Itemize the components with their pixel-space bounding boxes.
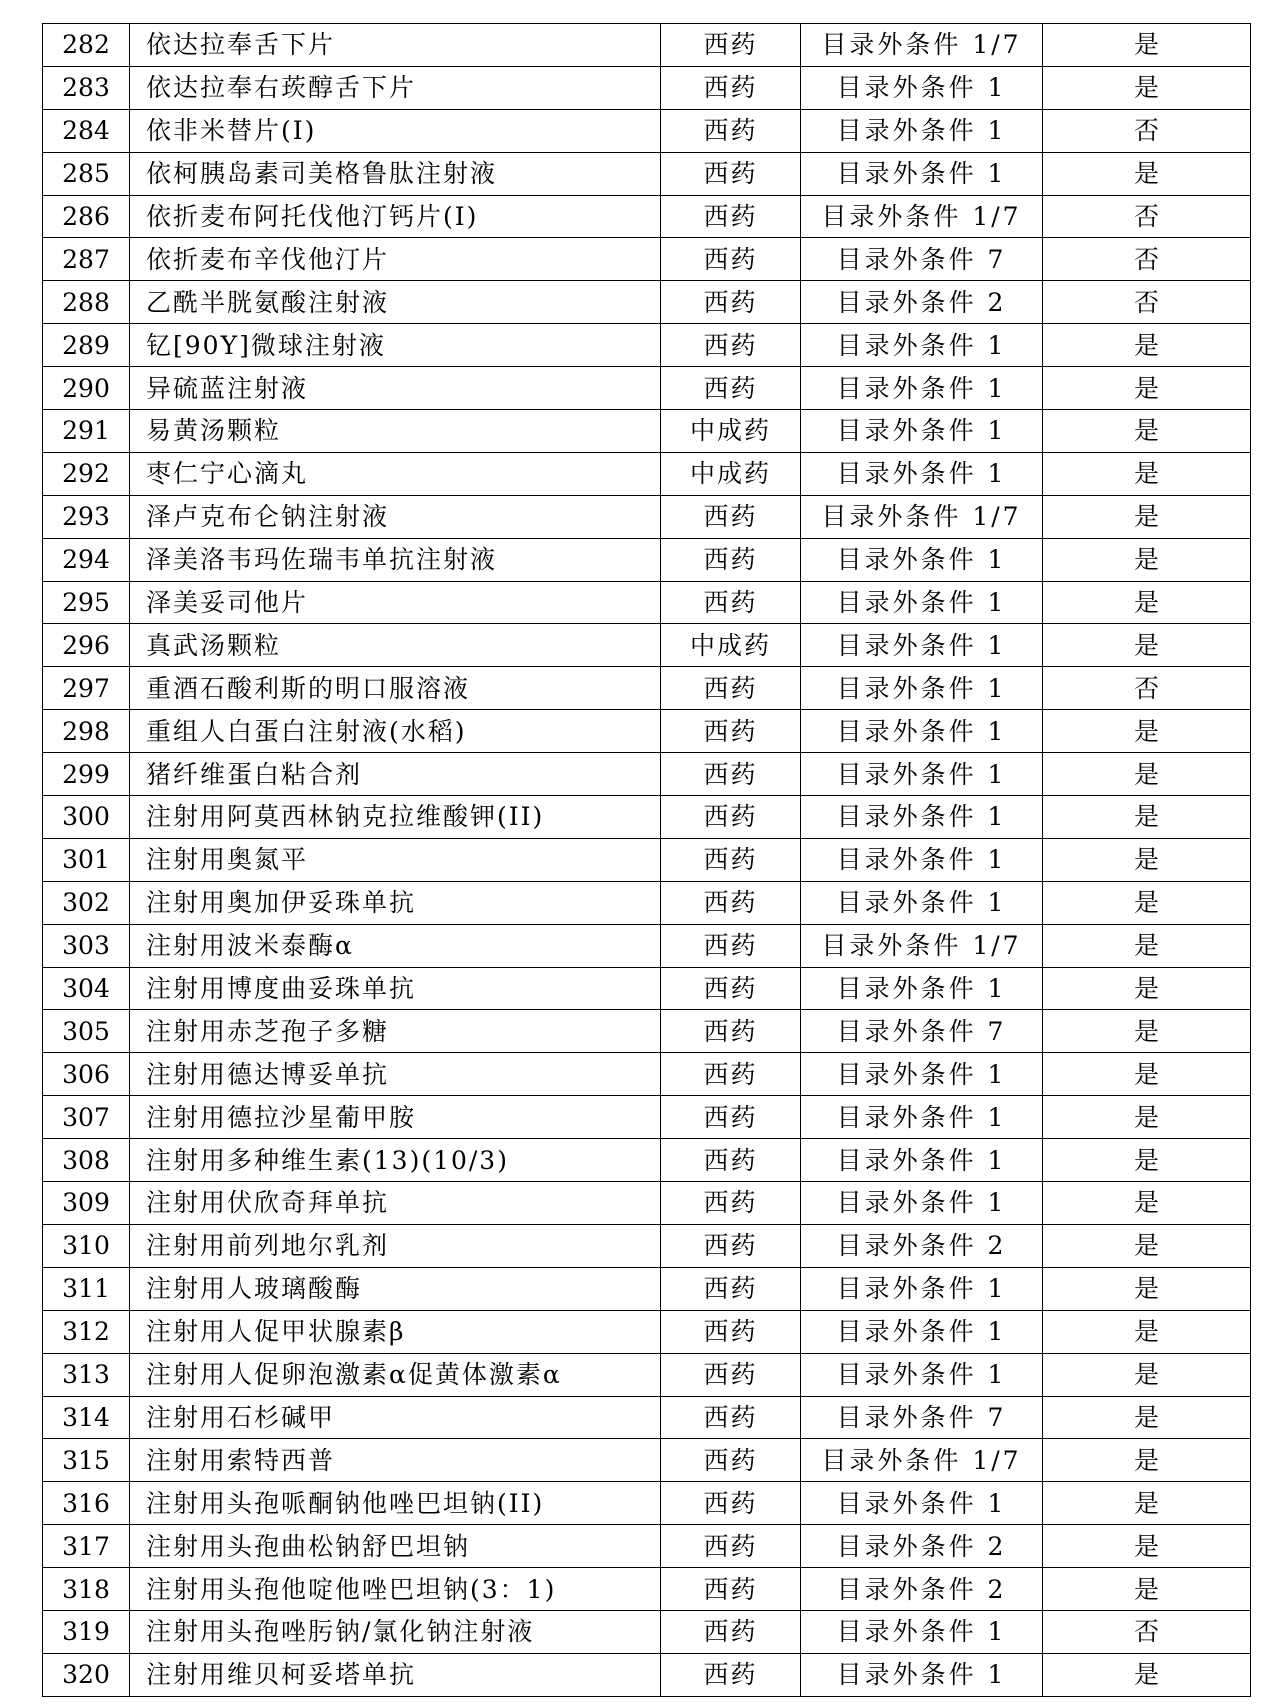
catalog-condition-cell: 目录外条件 1/7 (801, 1439, 1043, 1482)
yes-no-flag-cell: 是 (1043, 367, 1251, 410)
drug-category-cell: 西药 (661, 1353, 801, 1396)
drug-name-cell: 注射用德达博妥单抗 (130, 1053, 661, 1096)
row-number-cell: 288 (43, 281, 130, 324)
yes-no-flag-cell: 是 (1043, 881, 1251, 924)
table-row (43, 66, 1251, 109)
table-row (43, 1010, 1251, 1053)
row-number-cell: 315 (43, 1439, 130, 1482)
row-number-cell: 317 (43, 1525, 130, 1568)
yes-no-flag-cell: 是 (1043, 967, 1251, 1010)
catalog-condition-cell: 目录外条件 1 (801, 881, 1043, 924)
yes-no-flag-cell: 是 (1043, 66, 1251, 109)
drug-category-cell: 西药 (661, 324, 801, 367)
drug-category-cell: 西药 (661, 967, 801, 1010)
drug-category-cell: 西药 (661, 109, 801, 152)
yes-no-flag-cell: 是 (1043, 538, 1251, 581)
table-row (43, 152, 1251, 195)
row-number-cell: 307 (43, 1096, 130, 1139)
row-number-cell: 318 (43, 1568, 130, 1611)
table-row (43, 1310, 1251, 1353)
drug-name-cell: 注射用赤芝孢子多糖 (130, 1010, 661, 1053)
drug-name-cell: 注射用奥加伊妥珠单抗 (130, 881, 661, 924)
drug-name-cell: 泽美洛韦玛佐瑞韦单抗注射液 (130, 538, 661, 581)
row-number-cell: 298 (43, 710, 130, 753)
yes-no-flag-cell: 是 (1043, 324, 1251, 367)
yes-no-flag-cell: 是 (1043, 152, 1251, 195)
drug-category-cell: 西药 (661, 1182, 801, 1225)
table-row (43, 410, 1251, 453)
catalog-condition-cell: 目录外条件 1 (801, 538, 1043, 581)
table-row (43, 281, 1251, 324)
table-row (43, 24, 1251, 67)
catalog-condition-cell: 目录外条件 1/7 (801, 924, 1043, 967)
yes-no-flag-cell: 否 (1043, 238, 1251, 281)
catalog-condition-cell: 目录外条件 1 (801, 324, 1043, 367)
table-row (43, 1568, 1251, 1611)
row-number-cell: 299 (43, 753, 130, 796)
table-row (43, 1610, 1251, 1653)
drug-category-cell: 西药 (661, 581, 801, 624)
catalog-condition-cell: 目录外条件 1 (801, 710, 1043, 753)
drug-category-cell: 西药 (661, 1653, 801, 1696)
drug-name-cell: 乙酰半胱氨酸注射液 (130, 281, 661, 324)
yes-no-flag-cell: 是 (1043, 1439, 1251, 1482)
catalog-condition-cell: 目录外条件 1 (801, 1053, 1043, 1096)
drug-name-cell: 泽美妥司他片 (130, 581, 661, 624)
drug-name-cell: 注射用头孢哌酮钠他唑巴坦钠(II) (130, 1482, 661, 1525)
yes-no-flag-cell: 否 (1043, 281, 1251, 324)
table-row (43, 1053, 1251, 1096)
drug-category-cell: 西药 (661, 1010, 801, 1053)
yes-no-flag-cell: 是 (1043, 753, 1251, 796)
table-row (43, 1525, 1251, 1568)
catalog-condition-cell: 目录外条件 1 (801, 1139, 1043, 1182)
row-number-cell: 294 (43, 538, 130, 581)
catalog-condition-cell: 目录外条件 2 (801, 1525, 1043, 1568)
table-row (43, 452, 1251, 495)
catalog-condition-cell: 目录外条件 1 (801, 1310, 1043, 1353)
row-number-cell: 296 (43, 624, 130, 667)
row-number-cell: 304 (43, 967, 130, 1010)
drug-name-cell: 注射用头孢曲松钠舒巴坦钠 (130, 1525, 661, 1568)
row-number-cell: 283 (43, 66, 130, 109)
catalog-condition-cell: 目录外条件 1 (801, 838, 1043, 881)
row-number-cell: 311 (43, 1267, 130, 1310)
table-row (43, 881, 1251, 924)
yes-no-flag-cell: 是 (1043, 1096, 1251, 1139)
catalog-condition-cell: 目录外条件 7 (801, 1010, 1043, 1053)
drug-category-cell: 西药 (661, 1568, 801, 1611)
yes-no-flag-cell: 是 (1043, 1353, 1251, 1396)
catalog-condition-cell: 目录外条件 2 (801, 1224, 1043, 1267)
catalog-condition-cell: 目录外条件 2 (801, 281, 1043, 324)
yes-no-flag-cell: 是 (1043, 1310, 1251, 1353)
table-row (43, 495, 1251, 538)
catalog-condition-cell: 目录外条件 7 (801, 1396, 1043, 1439)
catalog-condition-cell: 目录外条件 1/7 (801, 495, 1043, 538)
row-number-cell: 289 (43, 324, 130, 367)
drug-name-cell: 注射用头孢唑肟钠/氯化钠注射液 (130, 1610, 661, 1653)
drug-name-cell: 注射用人促卵泡激素α促黄体激素α (130, 1353, 661, 1396)
catalog-condition-cell: 目录外条件 7 (801, 238, 1043, 281)
table-row (43, 538, 1251, 581)
drug-category-cell: 西药 (661, 152, 801, 195)
table-row (43, 1653, 1251, 1696)
catalog-condition-cell: 目录外条件 1 (801, 1267, 1043, 1310)
row-number-cell: 306 (43, 1053, 130, 1096)
drug-category-cell: 西药 (661, 667, 801, 710)
yes-no-flag-cell: 是 (1043, 710, 1251, 753)
drug-name-cell: 依柯胰岛素司美格鲁肽注射液 (130, 152, 661, 195)
catalog-condition-cell: 目录外条件 1 (801, 1096, 1043, 1139)
row-number-cell: 310 (43, 1224, 130, 1267)
drug-name-cell: 重组人白蛋白注射液(水稻) (130, 710, 661, 753)
catalog-condition-cell: 目录外条件 1 (801, 66, 1043, 109)
row-number-cell: 297 (43, 667, 130, 710)
drug-category-cell: 西药 (661, 1396, 801, 1439)
table-row (43, 838, 1251, 881)
drug-name-cell: 注射用石杉碱甲 (130, 1396, 661, 1439)
drug-name-cell: 猪纤维蛋白粘合剂 (130, 753, 661, 796)
row-number-cell: 291 (43, 410, 130, 453)
yes-no-flag-cell: 是 (1043, 838, 1251, 881)
drug-name-cell: 依达拉奉舌下片 (130, 24, 661, 67)
drug-category-cell: 西药 (661, 1310, 801, 1353)
row-number-cell: 301 (43, 838, 130, 881)
table-row (43, 667, 1251, 710)
table-row (43, 710, 1251, 753)
table-row (43, 624, 1251, 667)
yes-no-flag-cell: 是 (1043, 410, 1251, 453)
table-body (43, 24, 1251, 1697)
drug-category-cell: 西药 (661, 538, 801, 581)
table-row (43, 238, 1251, 281)
catalog-condition-cell: 目录外条件 2 (801, 1568, 1043, 1611)
drug-category-cell: 西药 (661, 1610, 801, 1653)
yes-no-flag-cell: 否 (1043, 1610, 1251, 1653)
table-row (43, 324, 1251, 367)
yes-no-flag-cell: 是 (1043, 1224, 1251, 1267)
table-row (43, 1182, 1251, 1225)
catalog-condition-cell: 目录外条件 1 (801, 452, 1043, 495)
drug-category-cell: 西药 (661, 495, 801, 538)
catalog-condition-cell: 目录外条件 1 (801, 410, 1043, 453)
drug-name-cell: 异硫蓝注射液 (130, 367, 661, 410)
table-row (43, 1353, 1251, 1396)
catalog-condition-cell: 目录外条件 1/7 (801, 195, 1043, 238)
drug-name-cell: 依达拉奉右莰醇舌下片 (130, 66, 661, 109)
catalog-condition-cell: 目录外条件 1/7 (801, 24, 1043, 67)
drug-name-cell: 注射用伏欣奇拜单抗 (130, 1182, 661, 1225)
row-number-cell: 314 (43, 1396, 130, 1439)
drug-category-cell: 西药 (661, 281, 801, 324)
drug-name-cell: 注射用索特西普 (130, 1439, 661, 1482)
drug-name-cell: 注射用奥氮平 (130, 838, 661, 881)
table-row (43, 753, 1251, 796)
row-number-cell: 312 (43, 1310, 130, 1353)
table-row (43, 1224, 1251, 1267)
drug-category-cell: 西药 (661, 1525, 801, 1568)
table-row (43, 796, 1251, 839)
yes-no-flag-cell: 是 (1043, 1525, 1251, 1568)
drug-category-cell: 中成药 (661, 452, 801, 495)
drug-name-cell: 注射用头孢他啶他唑巴坦钠(3：1) (130, 1568, 661, 1611)
table-row (43, 195, 1251, 238)
yes-no-flag-cell: 否 (1043, 667, 1251, 710)
drug-name-cell: 钇[90Y]微球注射液 (130, 324, 661, 367)
drug-category-cell: 西药 (661, 1053, 801, 1096)
drug-category-cell: 西药 (661, 1139, 801, 1182)
catalog-condition-cell: 目录外条件 1 (801, 1653, 1043, 1696)
row-number-cell: 313 (43, 1353, 130, 1396)
catalog-condition-cell: 目录外条件 1 (801, 796, 1043, 839)
drug-name-cell: 注射用波米泰酶α (130, 924, 661, 967)
drug-category-cell: 西药 (661, 1267, 801, 1310)
yes-no-flag-cell: 是 (1043, 624, 1251, 667)
table-row (43, 924, 1251, 967)
row-number-cell: 305 (43, 1010, 130, 1053)
row-number-cell: 290 (43, 367, 130, 410)
drug-category-cell: 西药 (661, 238, 801, 281)
row-number-cell: 284 (43, 109, 130, 152)
yes-no-flag-cell: 是 (1043, 1182, 1251, 1225)
drug-name-cell: 依非米替片(I) (130, 109, 661, 152)
yes-no-flag-cell: 是 (1043, 24, 1251, 67)
drug-name-cell: 注射用人玻璃酸酶 (130, 1267, 661, 1310)
row-number-cell: 309 (43, 1182, 130, 1225)
table-row (43, 109, 1251, 152)
yes-no-flag-cell: 是 (1043, 924, 1251, 967)
table-row (43, 1139, 1251, 1182)
drug-category-cell: 西药 (661, 753, 801, 796)
drug-category-cell: 西药 (661, 796, 801, 839)
drug-name-cell: 枣仁宁心滴丸 (130, 452, 661, 495)
catalog-condition-cell: 目录外条件 1 (801, 624, 1043, 667)
drug-category-cell: 西药 (661, 1224, 801, 1267)
drug-category-cell: 西药 (661, 924, 801, 967)
row-number-cell: 282 (43, 24, 130, 67)
drug-category-cell: 中成药 (661, 624, 801, 667)
catalog-condition-cell: 目录外条件 1 (801, 667, 1043, 710)
drug-category-cell: 西药 (661, 1482, 801, 1525)
yes-no-flag-cell: 是 (1043, 1396, 1251, 1439)
drug-category-cell: 西药 (661, 1439, 801, 1482)
row-number-cell: 300 (43, 796, 130, 839)
table-row (43, 367, 1251, 410)
row-number-cell: 308 (43, 1139, 130, 1182)
catalog-condition-cell: 目录外条件 1 (801, 581, 1043, 624)
yes-no-flag-cell: 是 (1043, 1653, 1251, 1696)
table-row (43, 1482, 1251, 1525)
yes-no-flag-cell: 否 (1043, 195, 1251, 238)
yes-no-flag-cell: 是 (1043, 1010, 1251, 1053)
drug-name-cell: 注射用前列地尔乳剂 (130, 1224, 661, 1267)
catalog-condition-cell: 目录外条件 1 (801, 753, 1043, 796)
yes-no-flag-cell: 是 (1043, 796, 1251, 839)
yes-no-flag-cell: 是 (1043, 581, 1251, 624)
catalog-condition-cell: 目录外条件 1 (801, 152, 1043, 195)
yes-no-flag-cell: 是 (1043, 495, 1251, 538)
table-row (43, 1267, 1251, 1310)
drug-name-cell: 注射用阿莫西林钠克拉维酸钾(II) (130, 796, 661, 839)
table-row (43, 581, 1251, 624)
row-number-cell: 295 (43, 581, 130, 624)
yes-no-flag-cell: 是 (1043, 1482, 1251, 1525)
drug-category-cell: 西药 (661, 66, 801, 109)
drug-name-cell: 注射用博度曲妥珠单抗 (130, 967, 661, 1010)
drug-category-cell: 西药 (661, 195, 801, 238)
catalog-condition-cell: 目录外条件 1 (801, 367, 1043, 410)
drug-name-cell: 易黄汤颗粒 (130, 410, 661, 453)
row-number-cell: 320 (43, 1653, 130, 1696)
row-number-cell: 319 (43, 1610, 130, 1653)
yes-no-flag-cell: 是 (1043, 1139, 1251, 1182)
row-number-cell: 286 (43, 195, 130, 238)
drug-category-cell: 西药 (661, 1096, 801, 1139)
drug-name-cell: 注射用德拉沙星葡甲胺 (130, 1096, 661, 1139)
catalog-condition-cell: 目录外条件 1 (801, 967, 1043, 1010)
row-number-cell: 285 (43, 152, 130, 195)
row-number-cell: 287 (43, 238, 130, 281)
yes-no-flag-cell: 是 (1043, 1568, 1251, 1611)
drug-category-cell: 西药 (661, 881, 801, 924)
row-number-cell: 316 (43, 1482, 130, 1525)
drug-name-cell: 注射用多种维生素(13)(10/3) (130, 1139, 661, 1182)
row-number-cell: 303 (43, 924, 130, 967)
table-row (43, 1096, 1251, 1139)
catalog-condition-cell: 目录外条件 1 (801, 1482, 1043, 1525)
table-row (43, 1439, 1251, 1482)
drug-category-cell: 西药 (661, 710, 801, 753)
row-number-cell: 302 (43, 881, 130, 924)
drug-name-cell: 注射用维贝柯妥塔单抗 (130, 1653, 661, 1696)
yes-no-flag-cell: 否 (1043, 109, 1251, 152)
drug-category-cell: 西药 (661, 367, 801, 410)
drug-category-cell: 中成药 (661, 410, 801, 453)
drug-name-cell: 真武汤颗粒 (130, 624, 661, 667)
drug-name-cell: 注射用人促甲状腺素β (130, 1310, 661, 1353)
catalog-condition-cell: 目录外条件 1 (801, 1182, 1043, 1225)
drug-category-cell: 西药 (661, 838, 801, 881)
drug-list-table (42, 23, 1251, 1697)
table-row (43, 1396, 1251, 1439)
row-number-cell: 292 (43, 452, 130, 495)
catalog-condition-cell: 目录外条件 1 (801, 1610, 1043, 1653)
drug-name-cell: 依折麦布辛伐他汀片 (130, 238, 661, 281)
drug-name-cell: 泽卢克布仑钠注射液 (130, 495, 661, 538)
catalog-condition-cell: 目录外条件 1 (801, 109, 1043, 152)
yes-no-flag-cell: 是 (1043, 1267, 1251, 1310)
row-number-cell: 293 (43, 495, 130, 538)
drug-name-cell: 重酒石酸利斯的明口服溶液 (130, 667, 661, 710)
yes-no-flag-cell: 是 (1043, 452, 1251, 495)
table-row (43, 967, 1251, 1010)
drug-category-cell: 西药 (661, 24, 801, 67)
yes-no-flag-cell: 是 (1043, 1053, 1251, 1096)
catalog-condition-cell: 目录外条件 1 (801, 1353, 1043, 1396)
drug-name-cell: 依折麦布阿托伐他汀钙片(I) (130, 195, 661, 238)
